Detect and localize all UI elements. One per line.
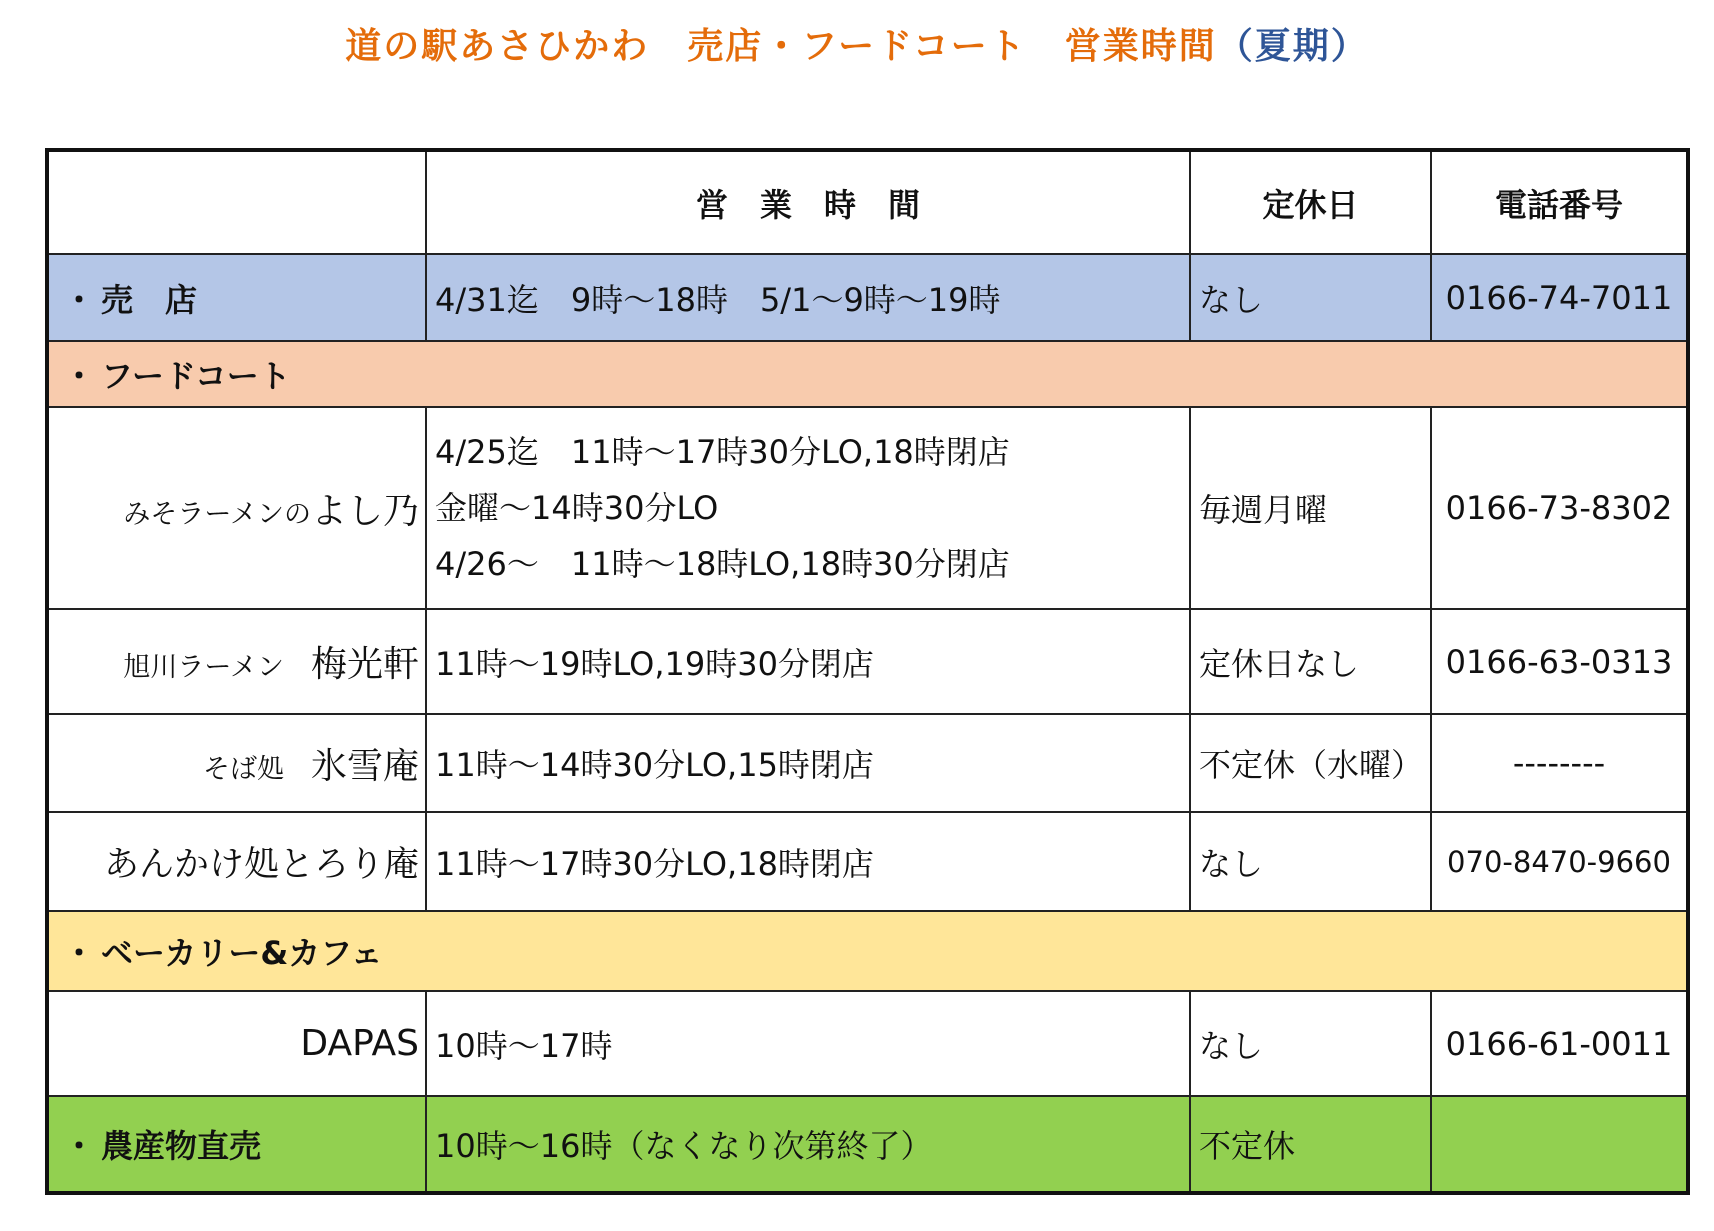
table-row [47, 812, 1688, 911]
bakery-section-row [47, 911, 1688, 991]
shop-phone: 0166-63-0313 [1431, 609, 1688, 714]
shop-phone: 070-8470-9660 [1431, 812, 1688, 911]
shop-phone: 0166-73-8302 [1431, 407, 1688, 609]
header-row [47, 150, 1688, 254]
store-label: 売 店 [101, 280, 198, 319]
table-row [47, 991, 1688, 1096]
shop-closed: なし [1190, 812, 1431, 911]
farm-phone [1431, 1096, 1688, 1193]
hours-table [45, 148, 1690, 1195]
store-phone: 0166-74-7011 [1431, 254, 1688, 341]
page-title [0, 18, 1714, 69]
title-season: （夏期） [1216, 26, 1369, 67]
table-row [47, 609, 1688, 714]
shop-name: DAPAS [47, 991, 426, 1096]
foodcourt-label-cell: ・ フードコート [47, 341, 1688, 407]
shop-closed: 定休日なし [1190, 609, 1431, 714]
table-row [47, 714, 1688, 812]
shop-hours: 4/25迄 11時～17時30分LO,18時閉店 金曜～14時30分LO 4/26～ 11時～18時LO,18時30分閉店 [426, 407, 1190, 609]
shop-closed: なし [1190, 991, 1431, 1096]
shop-name: そば処 氷雪庵 [47, 714, 426, 812]
shop-name: あんかけ処とろり庵 [47, 812, 426, 911]
bakery-label: ベーカリー&カフェ [101, 934, 383, 972]
farm-closed: 不定休 [1190, 1096, 1431, 1193]
shop-name: みそラーメンのよし乃 [47, 407, 426, 609]
farm-hours: 10時～16時（なくなり次第終了） [426, 1096, 1190, 1193]
title-main: 道の駅あさひかわ 売店・フードコート 営業時間 [345, 26, 1217, 67]
shop-hours: 10時～17時 [426, 991, 1190, 1096]
store-label-cell: ・ 売 店 [47, 254, 426, 341]
header-phone: 電話番号 [1431, 150, 1688, 254]
shop-closed: 不定休（水曜） [1190, 714, 1431, 812]
bakery-label-cell: ・ ベーカリー&カフェ [47, 911, 1688, 991]
header-empty [47, 150, 426, 254]
shop-hours: 11時～17時30分LO,18時閉店 [426, 812, 1190, 911]
shop-phone: 0166-61-0011 [1431, 991, 1688, 1096]
table-row [47, 407, 1688, 609]
foodcourt-section-row [47, 341, 1688, 407]
farm-label-cell: ・ 農産物直売 [47, 1096, 426, 1193]
store-row [47, 254, 1688, 341]
foodcourt-label: フードコート [101, 357, 291, 395]
shop-hours: 11時～19時LO,19時30分閉店 [426, 609, 1190, 714]
shop-phone: -------- [1431, 714, 1688, 812]
shop-closed: 毎週月曜 [1190, 407, 1431, 609]
shop-name: 旭川ラーメン 梅光軒 [47, 609, 426, 714]
farm-row [47, 1096, 1688, 1193]
store-closed: なし [1190, 254, 1431, 341]
header-closed: 定休日 [1190, 150, 1431, 254]
farm-label: 農産物直売 [101, 1127, 262, 1165]
header-hours: 営 業 時 間 [426, 150, 1190, 254]
shop-hours: 11時～14時30分LO,15時閉店 [426, 714, 1190, 812]
store-hours: 4/31迄 9時～18時 5/1～9時～19時 [426, 254, 1190, 341]
